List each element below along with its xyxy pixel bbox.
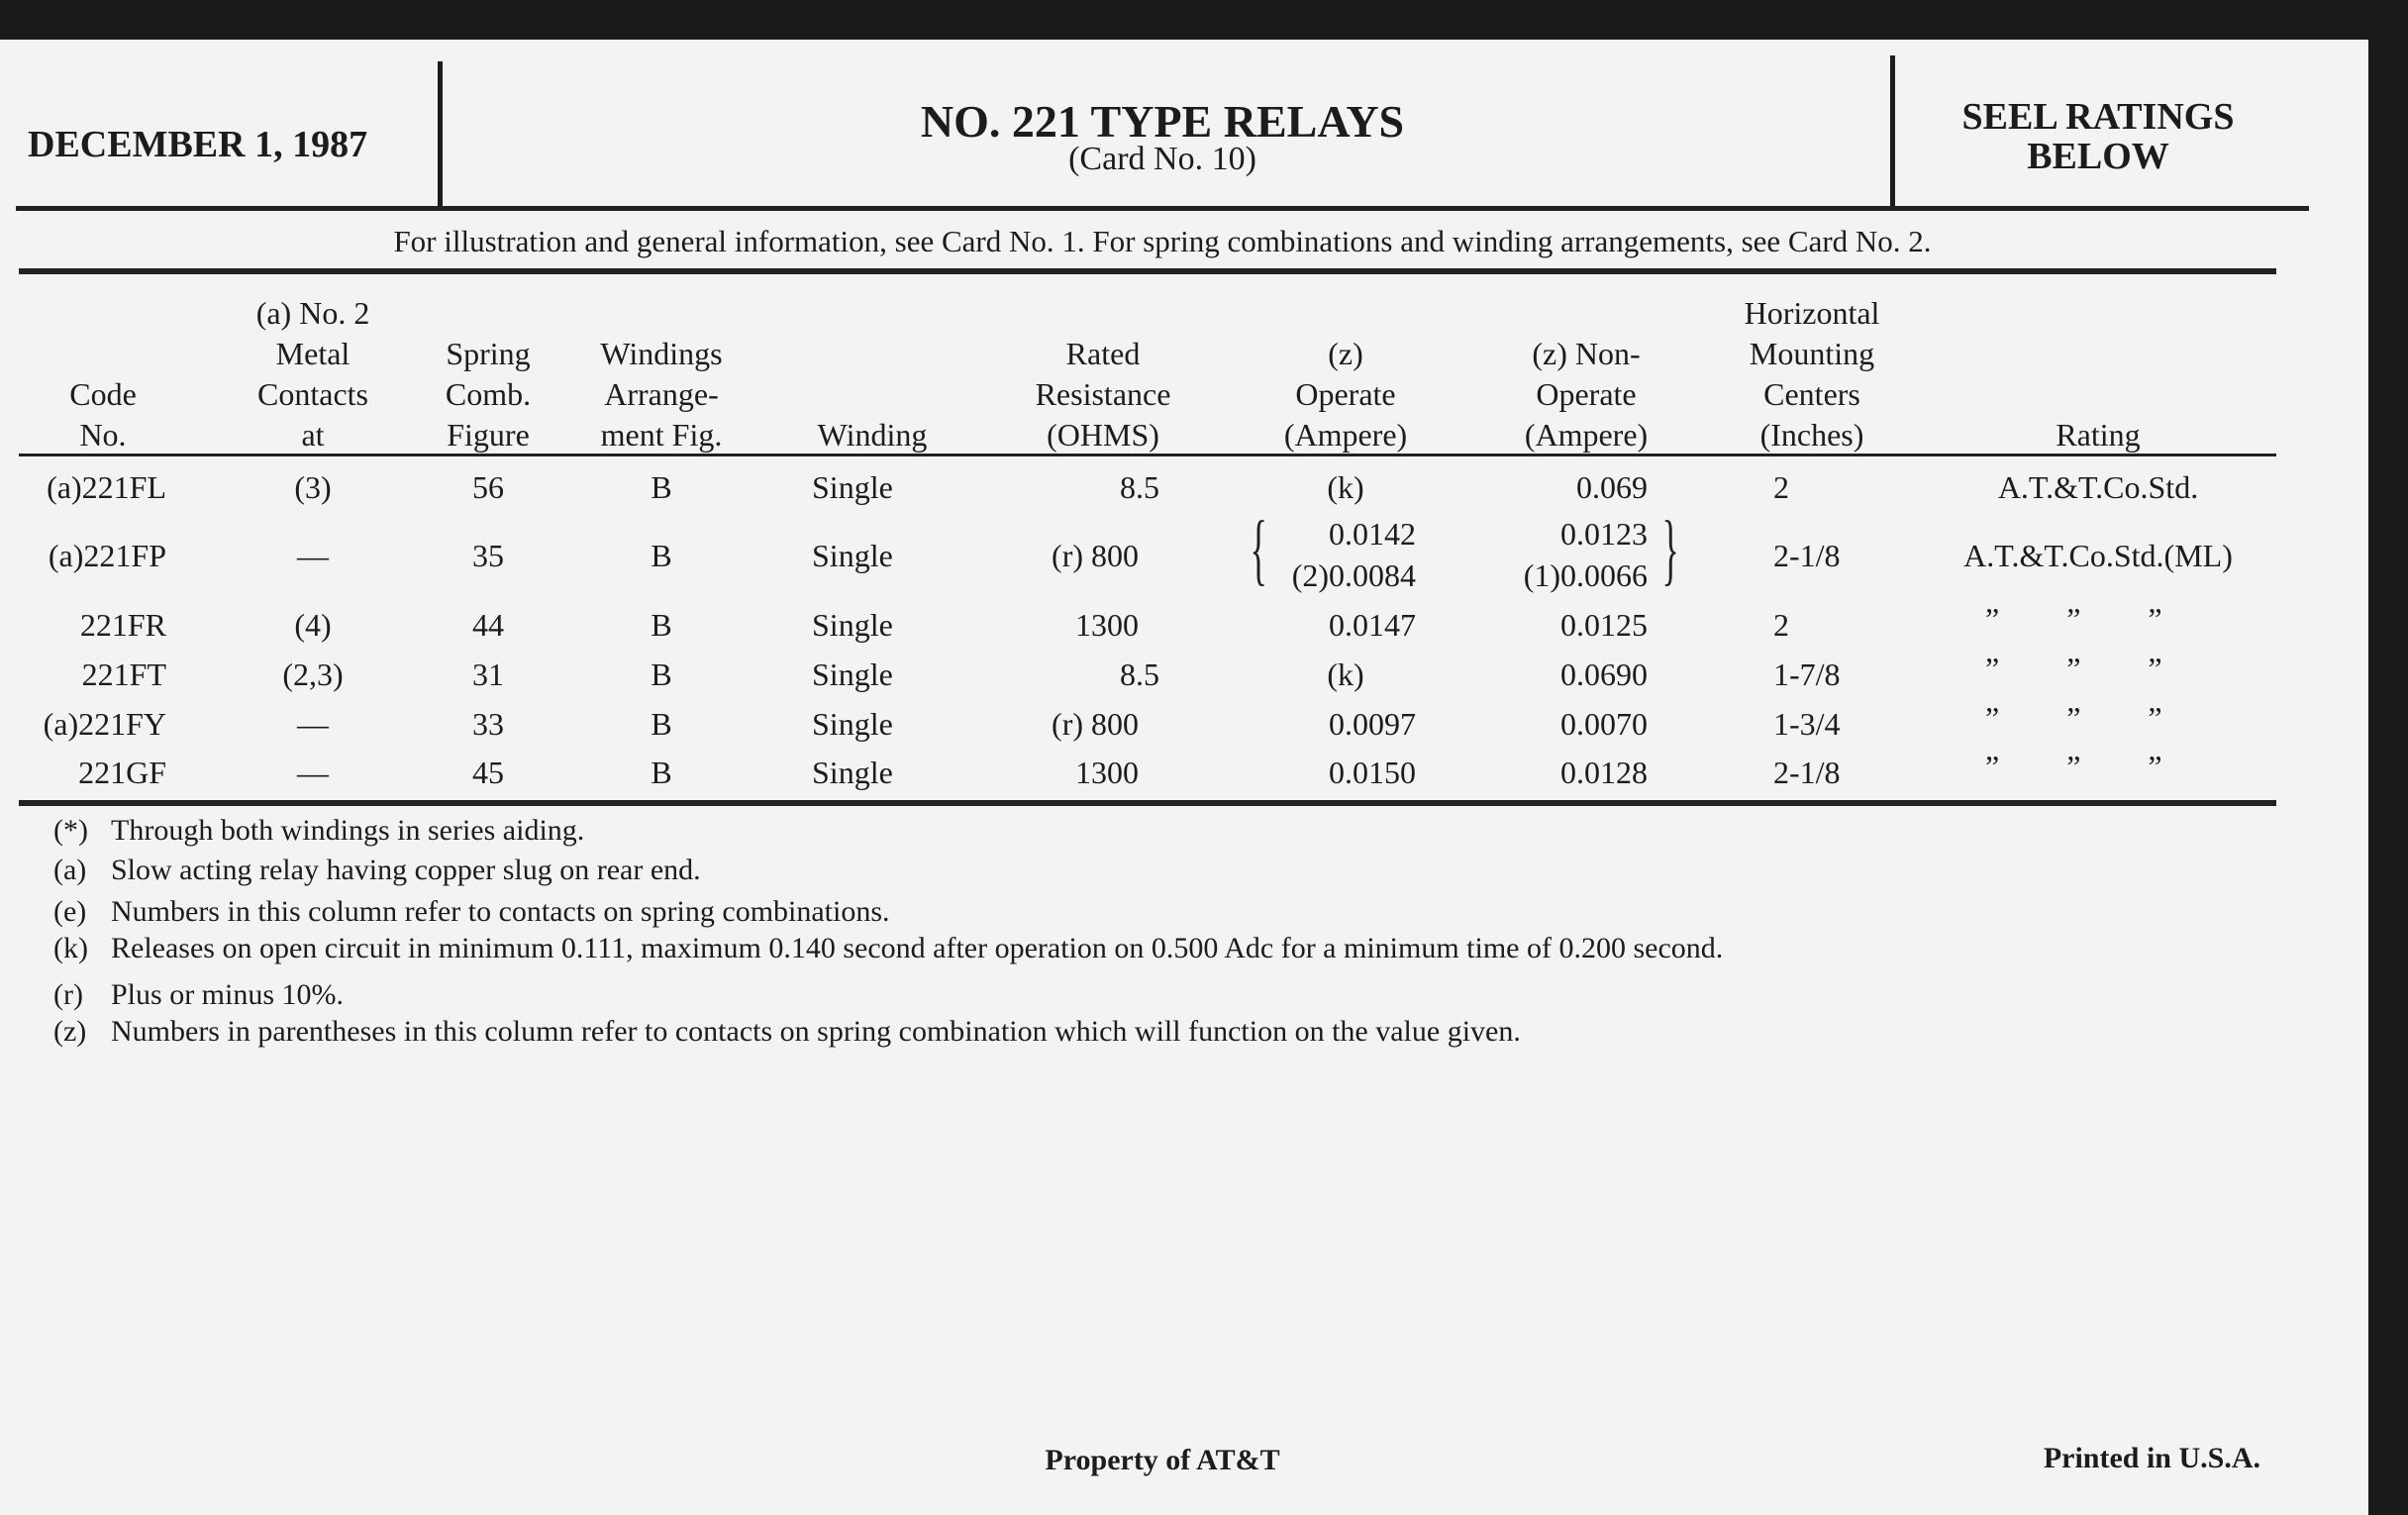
arrangement-cell: B xyxy=(651,607,672,643)
code-cell: (a)221FY xyxy=(43,706,166,742)
code-cell: (a)221FL xyxy=(47,469,166,505)
footer-printed: Printed in U.S.A. xyxy=(2043,1442,2260,1474)
footnote-key: (*) xyxy=(53,814,88,847)
footnote xyxy=(53,854,701,887)
rating-cell: ” ” ” xyxy=(1985,601,2162,637)
code-cell: 221FR xyxy=(79,607,166,643)
mounting-cell: 1-3/4 xyxy=(1773,706,1841,742)
column-header-line: (z) xyxy=(1328,336,1363,371)
header-divider xyxy=(1890,55,1895,210)
footnote-key: (r) xyxy=(53,978,83,1011)
operate-cell: 0.0150 xyxy=(1329,755,1416,790)
footnote-key: (a) xyxy=(53,854,87,886)
column-header-line: Spring xyxy=(446,336,531,371)
contacts-cell: — xyxy=(297,538,329,573)
rating-cell: A.T.&T.Co.Std.(ML) xyxy=(1963,538,2233,573)
info-line: For illustration and general information, see Card No. 1. For spring combinations and winding arrangements, see Card No. 2. xyxy=(393,224,1932,258)
column-header-line: Figure xyxy=(447,417,530,453)
rating-cell: ” ” ” xyxy=(1985,651,2162,686)
card-date: DECEMBER 1, 1987 xyxy=(28,124,368,165)
resistance-cell: 1300 xyxy=(1075,755,1139,790)
contacts-cell: — xyxy=(297,706,329,742)
rating-cell: ” ” ” xyxy=(1985,749,2162,784)
footer-property: Property of AT&T xyxy=(1045,1444,1280,1476)
footnote-text: Numbers in parentheses in this column refer to contacts on spring combination which will function on the value given. xyxy=(111,1015,1521,1048)
column-header-line: Rated xyxy=(1065,336,1141,371)
card-title: NO. 221 TYPE RELAYS xyxy=(920,96,1405,147)
column-header-code xyxy=(69,374,137,455)
nonoperate-cell: 0.0123 xyxy=(1560,516,1648,552)
contacts-cell: — xyxy=(297,755,329,790)
column-header-line: Operate xyxy=(1295,376,1396,412)
column-header-line: ment Fig. xyxy=(600,417,723,453)
winding-cell: Single xyxy=(812,538,893,573)
footnote xyxy=(53,814,584,848)
arrangement-cell: B xyxy=(651,469,672,505)
rating-cell: A.T.&T.Co.Std. xyxy=(1997,469,2199,505)
winding-cell: Single xyxy=(812,656,893,692)
column-header-line: Comb. xyxy=(445,376,532,412)
column-header-arrangement xyxy=(600,334,722,455)
footnote xyxy=(53,895,890,929)
column-header-mounting xyxy=(1745,293,1880,455)
column-header-line: (Ampere) xyxy=(1524,417,1649,453)
resistance-cell: 8.5 xyxy=(1120,469,1159,505)
operate-cell: 0.0147 xyxy=(1329,607,1416,643)
nonoperate-cell: 0.0070 xyxy=(1560,706,1648,742)
arrangement-cell: B xyxy=(651,706,672,742)
code-cell: 221FT xyxy=(81,656,166,692)
arrangement-cell: B xyxy=(651,656,672,692)
nonoperate-cell: 0.0128 xyxy=(1560,755,1648,790)
column-header-line: Contacts xyxy=(257,376,368,412)
column-header-line: Mounting xyxy=(1749,336,1875,371)
footnote xyxy=(53,932,1723,965)
footnote-key: (k) xyxy=(53,932,88,964)
table-bottom-rule xyxy=(19,800,2276,806)
column-header-line: (Inches) xyxy=(1759,417,1864,453)
resistance-cell: (r) 800 xyxy=(1052,538,1139,573)
resistance-cell: (r) 800 xyxy=(1052,706,1139,742)
mounting-cell: 1-7/8 xyxy=(1773,656,1841,692)
footnote xyxy=(53,978,344,1012)
relay-card xyxy=(0,40,2368,1515)
code-cell: (a)221FP xyxy=(48,538,166,573)
column-header-line: Operate xyxy=(1536,376,1637,412)
spring-figure-cell: 31 xyxy=(472,656,504,692)
column-header-rating xyxy=(2056,415,2140,455)
operate-cell: 0.0097 xyxy=(1329,706,1416,742)
column-header-winding xyxy=(818,415,928,455)
spring-figure-cell: 45 xyxy=(472,755,504,790)
mounting-cell: 2-1/8 xyxy=(1773,755,1841,790)
column-header-line: (OHMS) xyxy=(1047,417,1159,453)
contacts-cell: (2,3) xyxy=(282,656,344,692)
mounting-cell: 2 xyxy=(1773,607,1789,643)
arrangement-cell: B xyxy=(651,538,672,573)
mounting-cell: 2-1/8 xyxy=(1773,538,1841,573)
footnote-text: Plus or minus 10%. xyxy=(111,978,345,1011)
contacts-cell: (4) xyxy=(294,607,332,643)
column-header-line: No. xyxy=(79,417,127,453)
operate-cell: 0.0142 xyxy=(1329,516,1416,552)
spring-figure-cell: 33 xyxy=(472,706,504,742)
footnote-key: (z) xyxy=(53,1015,87,1048)
column-header-line: (a) No. 2 xyxy=(255,295,370,331)
nonoperate-cell: 0.069 xyxy=(1576,469,1648,505)
column-header-line: Windings xyxy=(600,336,723,371)
spring-figure-cell: 56 xyxy=(472,469,504,505)
footnote-text: Releases on open circuit in minimum 0.111, maximum 0.140 second after operation on 0.500 Adc for a minimum time of 0.200 second. xyxy=(111,932,1724,964)
table-top-rule xyxy=(19,268,2276,274)
column-header-line: (z) Non- xyxy=(1532,336,1641,371)
spring-figure-cell: 35 xyxy=(472,538,504,573)
resistance-cell: 8.5 xyxy=(1120,656,1159,692)
column-header-line: (Ampere) xyxy=(1283,417,1408,453)
resistance-cell: 1300 xyxy=(1075,607,1139,643)
column-header-line: Arrange- xyxy=(604,376,719,412)
nonoperate-cell: (1)0.0066 xyxy=(1523,557,1648,593)
column-header-line: Resistance xyxy=(1035,376,1171,412)
column-header-line: at xyxy=(301,417,325,453)
operate-cell: (k) xyxy=(1327,656,1364,692)
column-header-line: Centers xyxy=(1763,376,1860,412)
footnote xyxy=(53,1015,1521,1049)
column-header-operate xyxy=(1284,334,1407,455)
arrangement-cell: B xyxy=(651,755,672,790)
mounting-cell: 2 xyxy=(1773,469,1789,505)
column-header-contacts xyxy=(256,293,370,455)
footnote-text: Numbers in this column refer to contacts on spring combinations. xyxy=(111,895,890,928)
operate-cell: (k) xyxy=(1327,469,1364,505)
column-header-nonoperate xyxy=(1525,334,1648,455)
card-subtitle: (Card No. 10) xyxy=(1068,141,1256,177)
footnote-text: Through both windings in series aiding. xyxy=(111,814,585,847)
operate-cell: (2)0.0084 xyxy=(1291,557,1416,593)
winding-cell: Single xyxy=(812,755,893,790)
column-header-line: Rating xyxy=(2056,417,2141,453)
column-header-line: Winding xyxy=(817,417,928,453)
nonoperate-cell: 0.0125 xyxy=(1560,607,1648,643)
rating-cell: ” ” ” xyxy=(1985,700,2162,736)
header-rule xyxy=(16,206,2309,211)
nonoperate-cell: 0.0690 xyxy=(1560,656,1648,692)
winding-cell: Single xyxy=(812,469,893,505)
column-header-resistance xyxy=(1036,334,1171,455)
contacts-cell: (3) xyxy=(294,469,332,505)
winding-cell: Single xyxy=(812,706,893,742)
column-header-line: Metal xyxy=(275,336,351,371)
footnote-key: (e) xyxy=(53,895,87,928)
header-divider xyxy=(438,61,443,210)
left-brace-icon: { xyxy=(1250,506,1267,593)
right-brace-icon: } xyxy=(1661,506,1679,593)
column-header-spring xyxy=(446,334,531,455)
column-header-line: Code xyxy=(69,376,137,412)
seel-ratings-line2: BELOW xyxy=(2027,136,2169,177)
spring-figure-cell: 44 xyxy=(472,607,504,643)
footnote-text: Slow acting relay having copper slug on rear end. xyxy=(111,854,701,886)
column-header-line: Horizontal xyxy=(1744,295,1880,331)
code-cell: 221GF xyxy=(78,755,166,790)
seel-ratings-line1: SEEL RATINGS xyxy=(1961,96,2235,138)
winding-cell: Single xyxy=(812,607,893,643)
